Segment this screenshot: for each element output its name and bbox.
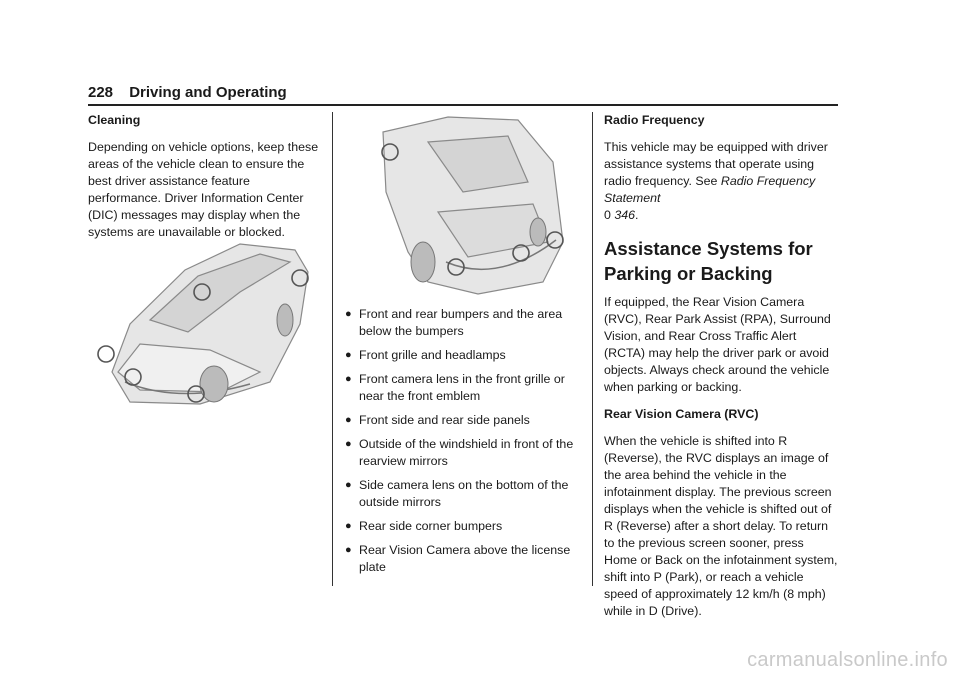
list-item: ● Front side and rear side panels (345, 413, 530, 427)
cleaning-heading: Cleaning (88, 113, 141, 127)
parking-intro-paragraph: If equipped, the Rear Vision Camera (RVC), Rear Park Assist (RPA), Surround Vision, and Rear Cross Traffic Alert (RCTA) may help the driver park or avoid objects. Always check around the vehicle when parking or backing. (604, 295, 831, 394)
column-middle (345, 306, 580, 583)
bullet-icon: ● (345, 373, 352, 385)
radio-frequency-page[interactable]: 346 (614, 208, 636, 222)
radio-frequency-paragraph: This vehicle may be equipped with driver assistance systems that operate using radio frequency. See Radio Frequency Statement 0 346. (604, 140, 828, 222)
rear-car-illustration (368, 112, 568, 302)
list-item: ● Front and rear bumpers and the area below the bumpers (345, 307, 563, 338)
column-divider-2 (592, 112, 593, 586)
list-item: ● Front camera lens in the front grille or near the front emblem (345, 372, 565, 403)
list-item: ● Side camera lens on the bottom of the outside mirrors (345, 478, 569, 509)
page-ref-arrow-icon: 0 (604, 208, 611, 222)
list-item: ● Rear Vision Camera above the license plate (345, 543, 571, 574)
list-item: ● Front grille and headlamps (345, 348, 506, 362)
page-header (88, 84, 838, 106)
bullet-icon: ● (345, 479, 352, 491)
cleaning-paragraph: Depending on vehicle options, keep these areas of the vehicle clean to ensure the best driver assistance feature performance. Driver Information Center (DIC) messages may display when the systems are unavailable or blocked. (88, 140, 319, 239)
callout-front-side (98, 346, 114, 362)
column-divider-1 (332, 112, 333, 586)
parking-backing-heading: Assistance Systems for Parking or Backing (604, 238, 813, 284)
watermark: carmanualsonline.info (747, 649, 948, 671)
section-title: Driving and Operating (129, 84, 287, 101)
radio-frequency-heading: Radio Frequency (604, 113, 705, 127)
bullet-icon: ● (345, 308, 352, 320)
radio-frequency-link[interactable]: Radio Frequency Statement (604, 174, 816, 205)
bullet-icon: ● (345, 414, 352, 426)
bullet-icon: ● (345, 520, 352, 532)
bullet-icon: ● (345, 349, 352, 361)
column-left (88, 112, 320, 251)
bullet-icon: ● (345, 544, 352, 556)
cleaning-areas-list (345, 306, 580, 576)
bullet-icon: ● (345, 438, 352, 450)
list-item: ● Rear side corner bumpers (345, 519, 503, 533)
page-number: 228 (88, 84, 114, 101)
list-item: ● Outside of the windshield in front of the rearview mirrors (345, 437, 574, 468)
rear-car-body (383, 117, 563, 294)
front-car-illustration (90, 232, 322, 422)
column-right (604, 112, 840, 630)
rvc-heading: Rear Vision Camera (RVC) (604, 407, 759, 421)
rvc-paragraph: When the vehicle is shifted into R (Reverse), the RVC displays an image of the area behind the vehicle in the infotainment display. The previous screen displays when the vehicle is shifted out of R (Reverse) after a short delay. To return to the previous screen sooner, press Home or Back on the infotainment system, shift into P (Park), or reach a vehicle speed of approximately 12 km/h (8 mph) while in D (Drive). (604, 434, 838, 618)
